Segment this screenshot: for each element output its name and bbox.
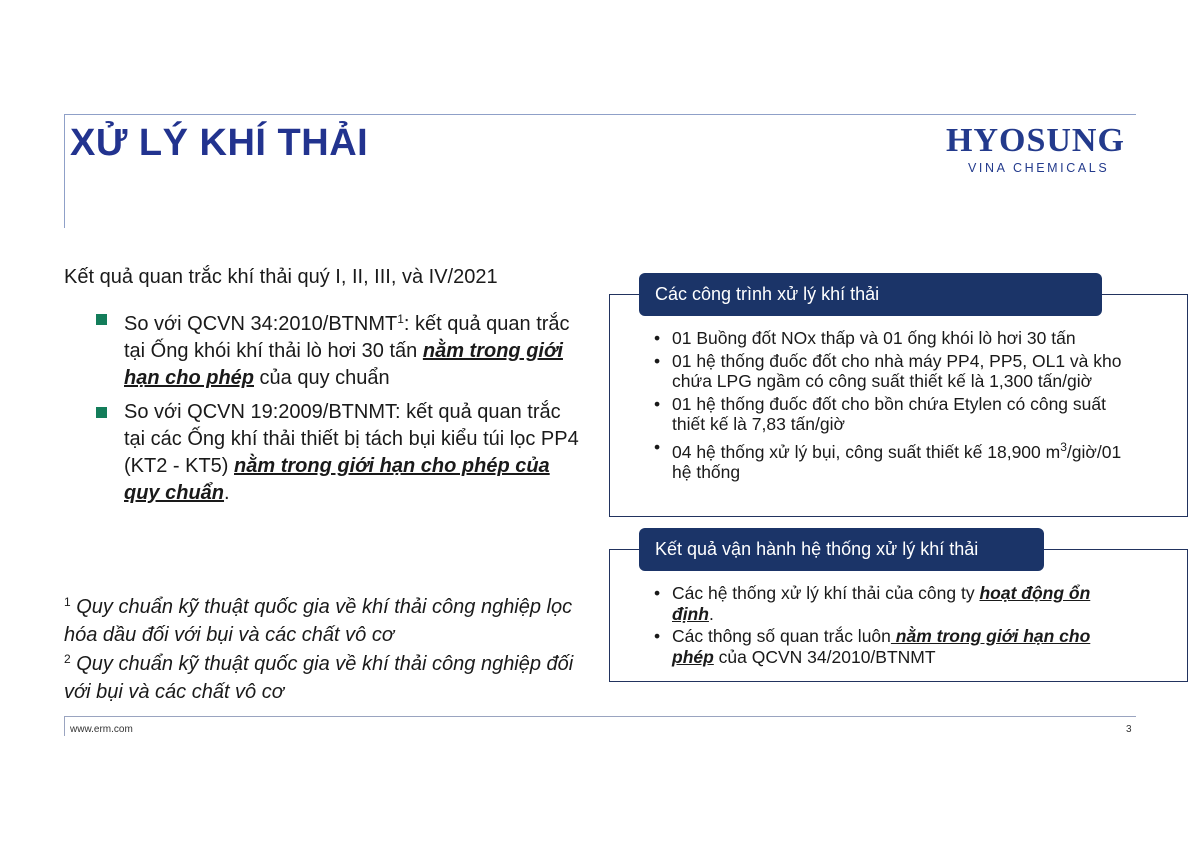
emphasis-text: nằm trong giới hạn cho phép của quy chuẩn <box>124 455 550 504</box>
list-item: • Các hệ thống xử lý khí thải của công ty hoạt động ổn định. <box>652 583 1132 624</box>
list-item: • 04 hệ thống xử lý bụi, công suất thiết kế 18,900 $m^3/giờ/01$ hệ thống <box>652 437 1132 483</box>
bullet-square-icon <box>96 314 107 325</box>
page-number: 3 <box>1126 724 1132 735</box>
footer-url: www.erm.com <box>70 724 133 735</box>
operation-results-list <box>652 583 1132 669</box>
bullet-item <box>96 306 586 392</box>
list-item: • 01 Buồng đốt NOx thấp và 01 ống khói lò hơi 30 tấn <box>652 328 1132 349</box>
footnote-1: $^1$ Quy chuẩn kỹ thuật quốc gia về khí thải công nghiệp lọc hóa dầu đối với bụi và các chất vô cơ <box>64 595 573 646</box>
emphasis-text: hoạt động ổn định <box>672 583 1091 624</box>
company-logo: HYOSUNG <box>946 122 1125 159</box>
bullet-text: So với QCVN 34:2010/BTNMT$^1$: kết quả quan trắc tại Ống khói khí thải lò hơi 30 tấn nằm trong giới hạn cho phép của quy chuẩn <box>124 312 570 389</box>
list-item: • 01 hệ thống đuốc đốt cho bồn chứa Etylen có công suất thiết kế là 7,83 tấn/giờ <box>652 394 1132 435</box>
intro-text: Kết quả quan trắc khí thải quý I, II, III, và IV/2021 <box>64 266 498 288</box>
footnote-2: $^2$ Quy chuẩn kỹ thuật quốc gia về khí thải công nghiệp đối với bụi và các chất vô cơ <box>64 652 574 703</box>
header-top-rule <box>64 114 1136 115</box>
facilities-box-header: Các công trình xử lý khí thải <box>639 273 1102 316</box>
bullet-text: So với QCVN 19:2009/BTNMT: kết quả quan trắc tại các Ống khí thải thiết bị tách bụi kiểu túi lọc PP4 (KT2 - KT5) nằm trong giới hạn cho phép của quy chuẩn. <box>124 401 579 504</box>
footer-rule <box>64 716 1136 717</box>
operation-results-box-header: Kết quả vận hành hệ thống xử lý khí thải <box>639 528 1044 571</box>
footer-left-rule <box>64 716 65 736</box>
page-title: XỬ LÝ KHÍ THẢI <box>70 122 369 164</box>
bullet-item <box>96 399 586 507</box>
company-logo-subtitle: VINA CHEMICALS <box>968 161 1110 175</box>
bullet-square-icon <box>96 407 107 418</box>
facilities-list <box>652 328 1132 485</box>
list-item: • 01 hệ thống đuốc đốt cho nhà máy PP4, PP5, OL1 và kho chứa LPG ngầm có công suất thiết kế là 1,300 tấn/giờ <box>652 351 1132 392</box>
list-item: • Các thông số quan trắc luôn nằm trong giới hạn cho phép của QCVN 34/2010/BTNMT <box>652 626 1132 667</box>
emphasis-text: nằm trong giới hạn cho phép <box>124 340 563 389</box>
header-left-rule <box>64 114 65 228</box>
emphasis-text: nằm trong giới hạn cho phép <box>672 626 1091 667</box>
